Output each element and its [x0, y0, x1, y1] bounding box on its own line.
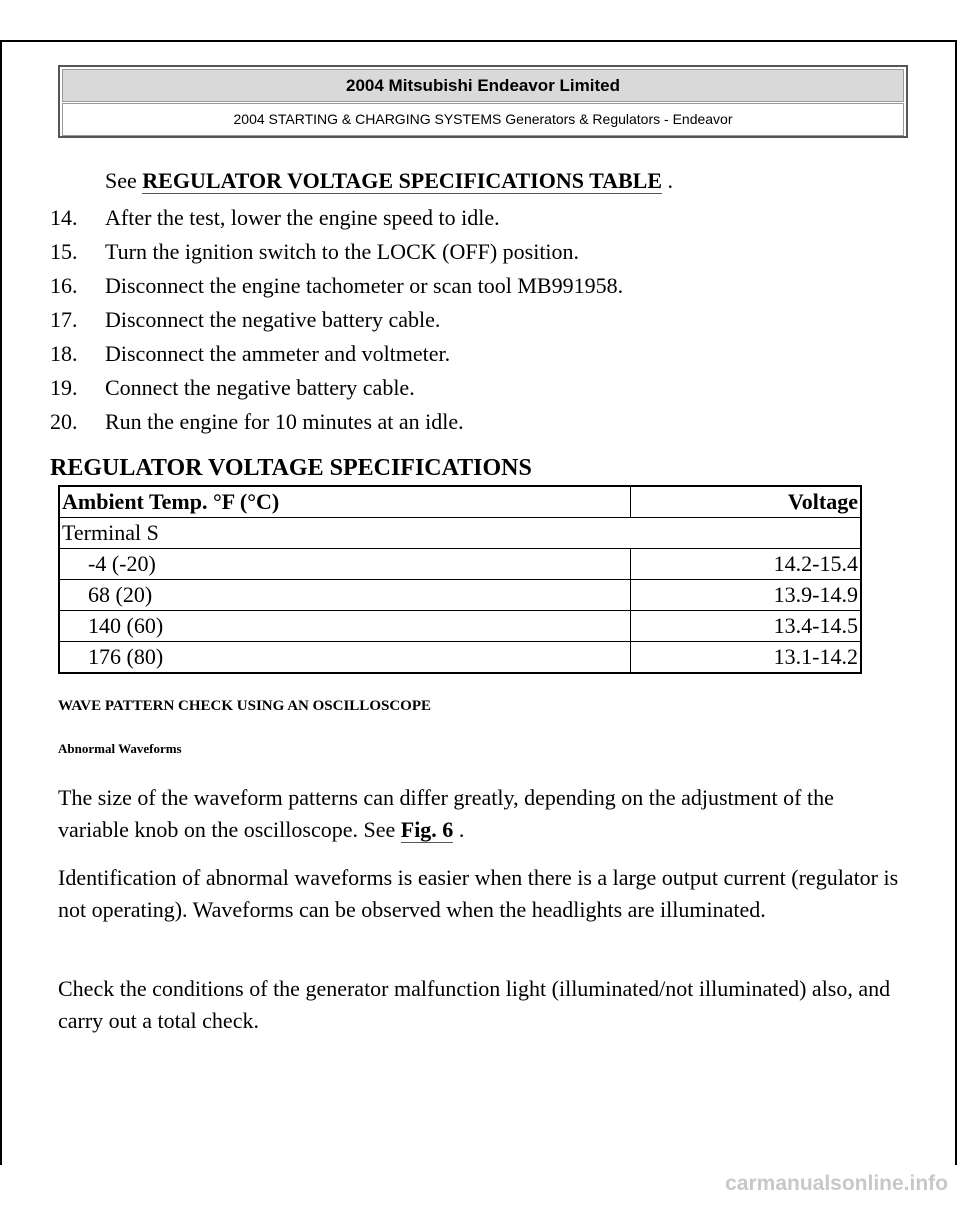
- column-header-voltage: Voltage: [631, 486, 862, 518]
- list-item: [50, 269, 623, 303]
- voltage-spec-table: [58, 485, 862, 674]
- table-header-row: [59, 486, 861, 518]
- temp-cell: 140 (60): [59, 611, 631, 642]
- see-suffix: .: [662, 168, 674, 193]
- temp-cell: 176 (80): [59, 642, 631, 674]
- paragraph-suffix: .: [453, 817, 465, 842]
- step-number: 20.: [50, 409, 78, 434]
- step-text: Disconnect the ammeter and voltmeter.: [105, 341, 451, 366]
- paragraph-total-check: Check the conditions of the generator malfunction light (illuminated/not illuminated) also, and carry out a total check.: [58, 976, 891, 1033]
- step-number: 14.: [50, 205, 78, 230]
- voltage-cell: 14.2-15.4: [631, 549, 862, 580]
- list-item: [50, 371, 623, 405]
- step-text: Disconnect the engine tachometer or scan tool MB991958.: [105, 273, 624, 298]
- fig-6-link[interactable]: Fig. 6: [400, 817, 454, 842]
- table-row: [59, 611, 861, 642]
- section-heading: WAVE PATTERN CHECK USING AN OSCILLOSCOPE: [58, 698, 431, 714]
- table-row: [59, 580, 861, 611]
- footer-watermark: carmanualsonline.info: [725, 1172, 948, 1195]
- paragraph-waveform-size: [58, 782, 908, 846]
- see-reference-line: [105, 168, 673, 194]
- table-row: [59, 642, 861, 674]
- list-item: [50, 337, 623, 371]
- paragraph-identification: Identification of abnormal waveforms is easier when there is a large output current (regulator is not operating). Waveforms can be observed when the headlights are illuminated.: [58, 865, 899, 922]
- table-title: REGULATOR VOLTAGE SPECIFICATIONS: [50, 455, 532, 481]
- table-row: [59, 549, 861, 580]
- step-number: 16.: [50, 273, 78, 298]
- step-text: Turn the ignition switch to the LOCK (OFF) position.: [105, 239, 580, 264]
- section-subheading: Abnormal Waveforms: [58, 741, 182, 756]
- temp-cell: 68 (20): [59, 580, 631, 611]
- group-label: Terminal S: [59, 518, 861, 549]
- table-group-row: [59, 518, 861, 549]
- step-number: 19.: [50, 375, 78, 400]
- step-text: After the test, lower the engine speed to idle.: [105, 205, 500, 230]
- step-number: 17.: [50, 307, 78, 332]
- step-text: Connect the negative battery cable.: [105, 375, 415, 400]
- list-item: [50, 235, 623, 269]
- list-item: [50, 201, 623, 235]
- step-number: 15.: [50, 239, 78, 264]
- voltage-cell: 13.1-14.2: [631, 642, 862, 674]
- procedure-steps: [50, 201, 623, 439]
- paragraph-text: The size of the waveform patterns can differ greatly, depending on the adjustment of the variable knob on the oscilloscope. See: [58, 785, 834, 842]
- spec-table-link[interactable]: REGULATOR VOLTAGE SPECIFICATIONS TABLE: [142, 168, 663, 193]
- step-text: Disconnect the negative battery cable.: [105, 307, 441, 332]
- list-item: [50, 303, 623, 337]
- step-text: Run the engine for 10 minutes at an idle.: [105, 409, 464, 434]
- document-header: [58, 65, 908, 138]
- voltage-cell: 13.9-14.9: [631, 580, 862, 611]
- see-prefix: See: [105, 168, 143, 193]
- step-number: 18.: [50, 341, 78, 366]
- column-header-temp: Ambient Temp. °F (°C): [59, 486, 631, 518]
- list-item: [50, 405, 623, 439]
- header-title: 2004 Mitsubishi Endeavor Limited: [62, 69, 904, 102]
- header-subtitle: 2004 STARTING & CHARGING SYSTEMS Generators & Regulators - Endeavor: [62, 103, 904, 136]
- voltage-cell: 13.4-14.5: [631, 611, 862, 642]
- temp-cell: -4 (-20): [59, 549, 631, 580]
